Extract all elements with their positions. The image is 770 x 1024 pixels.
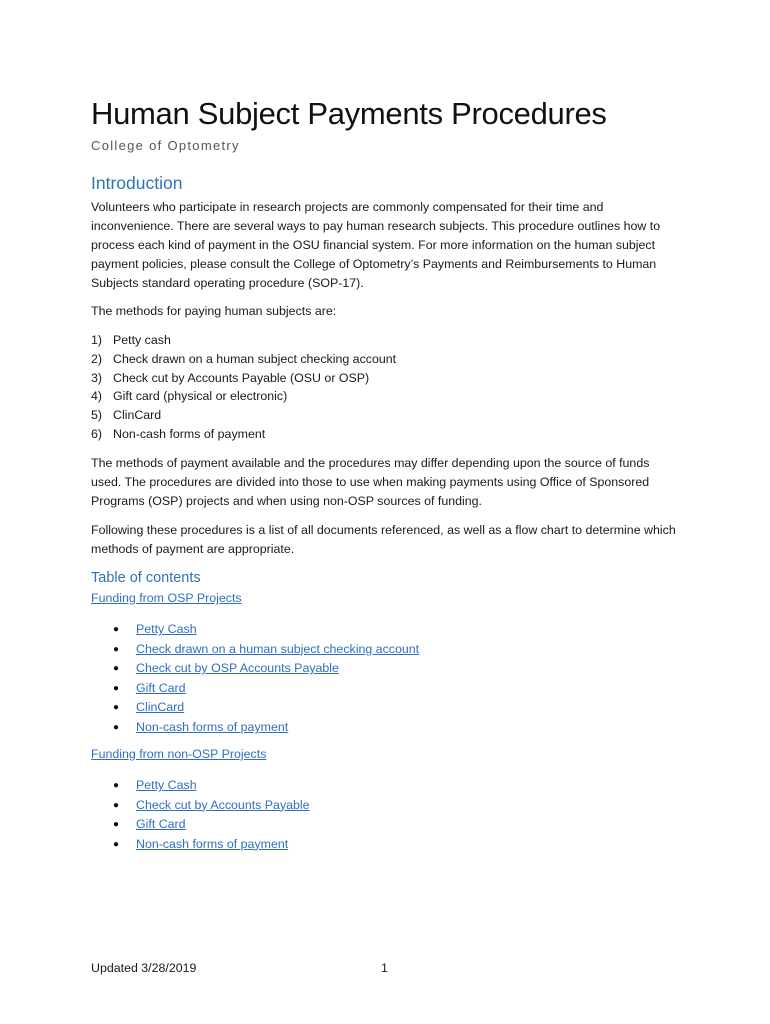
list-number: 3): [91, 370, 103, 385]
bullet-icon: ●: [113, 702, 120, 714]
list-number: 4): [91, 389, 103, 404]
footer-page-number: 1: [381, 961, 388, 975]
list-text: ClinCard: [113, 408, 162, 423]
list-number: 1): [91, 333, 103, 347]
toc-link-non-osp-projects[interactable]: Funding from non-OSP Projects: [91, 747, 267, 761]
toc-link-petty-cash[interactable]: Petty Cash: [136, 622, 197, 636]
footer-updated-date: Updated 3/28/2019: [91, 961, 197, 975]
list-item: [91, 425, 396, 444]
list-item: [113, 776, 310, 796]
list-item: [91, 387, 396, 406]
list-number: 5): [91, 408, 103, 423]
list-number: 2): [91, 351, 103, 366]
toc-link-osp-projects[interactable]: Funding from OSP Projects: [91, 591, 242, 605]
bullet-icon: ●: [113, 663, 120, 675]
payment-methods-list: [91, 331, 396, 444]
toc-heading: Table of contents: [91, 570, 201, 586]
list-item: [113, 640, 419, 660]
list-item: [91, 369, 396, 388]
list-item: [113, 679, 419, 699]
bullet-icon: ●: [113, 682, 120, 694]
toc-link-check-osp-ap[interactable]: Check cut by OSP Accounts Payable: [136, 661, 339, 676]
intro-paragraph-3: The methods of payment available and the procedures may differ depending upon the source of funds used. The procedures are divided into those to use when making payments using Office of Sponsored Programs (OSP) projects and when using non-OSP sources of funding.: [91, 456, 650, 508]
list-item: [91, 350, 396, 369]
list-item: [113, 835, 310, 855]
bullet-icon: ●: [113, 721, 120, 733]
bullet-icon: ●: [113, 780, 120, 791]
toc-link-clincard[interactable]: ClinCard: [136, 700, 185, 715]
document-title: Human Subject Payments Procedures: [91, 96, 607, 131]
document-subtitle: College of Optometry: [91, 138, 240, 153]
bullet-icon: ●: [113, 643, 120, 655]
intro-paragraph-2: The methods for paying human subjects are:: [91, 304, 337, 318]
toc-link-gift-card-nonosp[interactable]: Gift Card: [136, 817, 186, 832]
list-text: Gift card (physical or electronic): [113, 389, 288, 404]
list-number: 6): [91, 426, 103, 441]
toc-osp-list: [113, 620, 419, 738]
list-item: [113, 796, 310, 816]
list-text: Check drawn on a human subject checking account: [113, 351, 397, 366]
list-item: [91, 406, 396, 425]
toc-link-non-cash[interactable]: Non-cash forms of payment: [136, 719, 289, 734]
toc-link-petty-cash-nonosp[interactable]: Petty Cash: [136, 778, 197, 792]
toc-link-gift-card[interactable]: Gift Card: [136, 680, 186, 695]
toc-link-check-ap-nonosp[interactable]: Check cut by Accounts Payable: [136, 797, 310, 812]
list-text: Petty cash: [113, 333, 171, 347]
toc-non-osp-list: [113, 776, 310, 854]
list-item: [113, 698, 419, 718]
list-text: Non-cash forms of payment: [113, 426, 266, 441]
intro-paragraph-1: Volunteers who participate in research projects are commonly compensated for their time and inconvenience. There are several ways to pay human research subjects. This procedure outlines how to process each kind of payment in the OSU financial system. For more information on the human subject payment policies, please consult the College of Optometry’s Payments and Reimbursements to Human Subjects standard operating procedure (SOP-17).: [91, 200, 661, 290]
list-item: [113, 620, 419, 640]
list-item: [113, 718, 419, 738]
bullet-icon: ●: [113, 799, 120, 811]
list-text: Check cut by Accounts Payable (OSU or OSP): [113, 370, 370, 385]
toc-link-non-cash-nonosp[interactable]: Non-cash forms of payment: [136, 836, 289, 851]
bullet-icon: ●: [113, 819, 120, 831]
list-item: [113, 659, 419, 679]
bullet-icon: ●: [113, 624, 120, 635]
list-item: [91, 331, 396, 350]
intro-paragraph-4: Following these procedures is a list of all documents referenced, as well as a flow chart to determine which methods of payment are appropriate.: [91, 523, 676, 556]
list-item: [113, 815, 310, 835]
bullet-icon: ●: [113, 838, 120, 850]
toc-link-check-drawn[interactable]: Check drawn on a human subject checking account: [136, 641, 420, 656]
introduction-heading: Introduction: [91, 173, 183, 193]
